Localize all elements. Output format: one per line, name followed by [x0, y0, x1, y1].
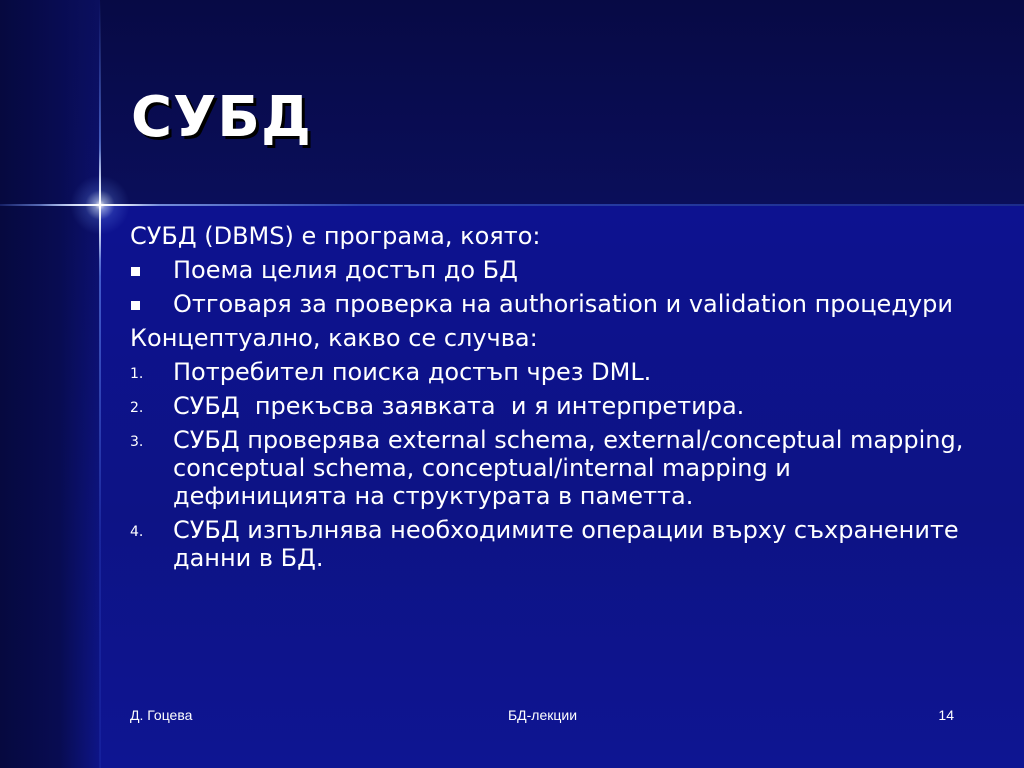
bullet-item	[130, 290, 970, 318]
item-text: СУБД прекъсва заявката и я интерпретира.	[173, 392, 745, 420]
item-number: 1.	[130, 366, 144, 382]
item-number: 4.	[130, 524, 144, 540]
sparkle-horizontal-ray	[40, 204, 160, 206]
numbered-item	[130, 516, 970, 572]
left-decor-band	[0, 0, 100, 768]
item-text: СУБД проверява external schema, external/conceptual mapping, conceptual schema, conceptual/internal mapping и дефиницията на структурата в паметта.	[173, 426, 964, 510]
item-number: 2.	[130, 400, 144, 416]
square-bullet-icon	[131, 267, 140, 276]
slide-title: СУБД	[131, 85, 312, 150]
slide-body	[130, 222, 970, 578]
vertical-accent-line	[99, 0, 101, 768]
item-number: 3.	[130, 434, 144, 450]
section-heading: Концептуално, какво се случва:	[130, 324, 538, 352]
item-text: СУБД изпълнява необходимите операции върху съхранените данни в БД.	[173, 516, 959, 572]
footer-author: Д. Гоцева	[130, 707, 193, 723]
bullet-text: Отговаря за проверка на authorisation и validation процедури	[173, 290, 953, 318]
square-bullet-icon	[131, 301, 140, 310]
numbered-item	[130, 358, 970, 386]
footer-course: БД-лекции	[507, 707, 578, 723]
bullet-item	[130, 256, 970, 284]
intro-text: СУБД (DBMS) е програма, която:	[130, 222, 541, 250]
numbered-item	[130, 392, 970, 420]
item-text: Потребител поиска достъп чрез DML.	[173, 358, 652, 386]
numbered-item	[130, 426, 970, 510]
slide-number: 14	[938, 707, 954, 723]
bullet-text: Поема целия достъп до БД	[173, 256, 518, 284]
